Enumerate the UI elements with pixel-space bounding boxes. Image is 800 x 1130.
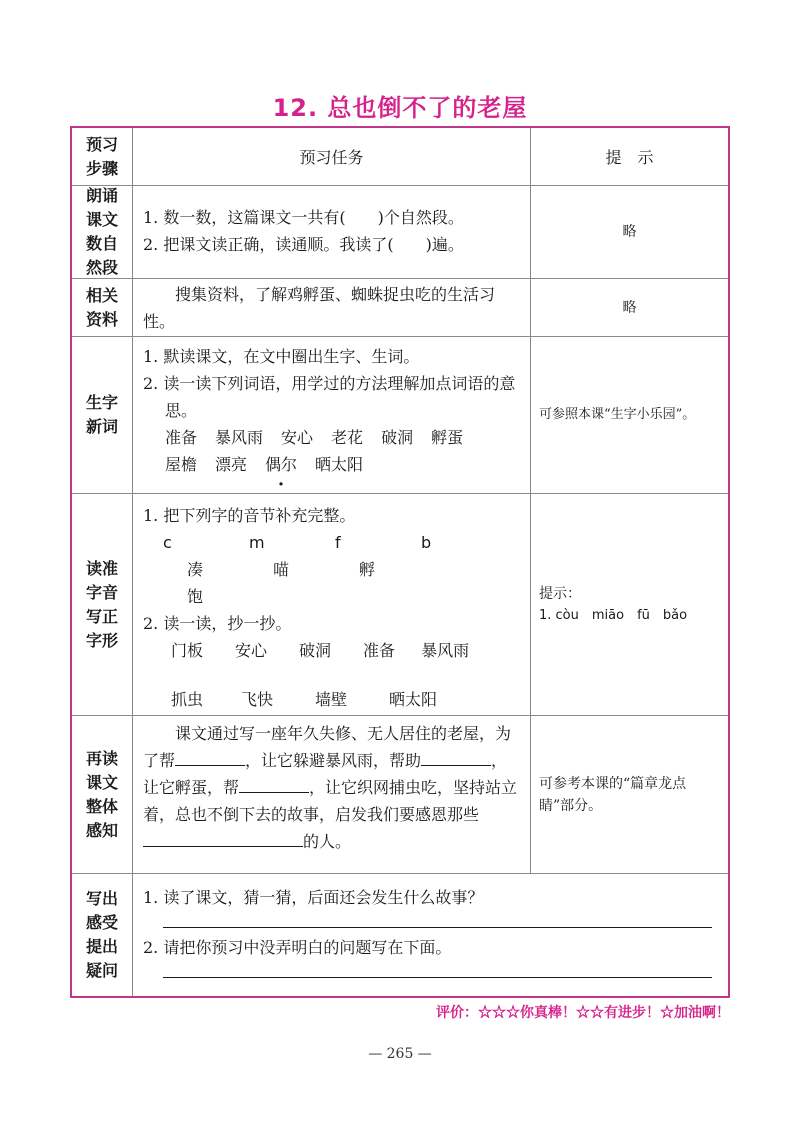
- word: 破洞: [381, 428, 414, 447]
- copy-word: 飞快: [241, 690, 274, 709]
- copy-word: 抓虫: [171, 690, 204, 709]
- reread-text-e: 的人。: [303, 832, 352, 851]
- word: 屋檐: [165, 455, 198, 474]
- task-new-words: [133, 337, 531, 494]
- step-reread: 再读课文整体感知: [72, 716, 133, 874]
- pinyin-initial: f: [335, 533, 341, 552]
- copy-word: 破洞: [299, 641, 332, 660]
- word: 孵蛋: [431, 428, 464, 447]
- task-recite: [133, 186, 531, 279]
- copy-word: 门板: [171, 641, 204, 660]
- pinyin-chars: [143, 556, 522, 610]
- task-pronounce-line1: 1. 把下列字的音节补充完整。: [143, 506, 356, 525]
- step-recite: 朗诵课文数自然段: [72, 186, 133, 279]
- word: 安心: [281, 428, 314, 447]
- header-hint: 提 示: [531, 128, 728, 186]
- copy-word: 晒太阳: [389, 690, 438, 709]
- hint-materials: 略: [531, 279, 728, 337]
- reread-text-b: ，让它躲避暴风雨，帮助: [245, 751, 422, 770]
- task-new-words-line1: 1. 默读课文，在文中圈出生字、生词。: [143, 347, 420, 366]
- task-recite-line1: 1. 数一数，这篇课文一共有( )个自然段。: [143, 208, 464, 227]
- word: 晒太阳: [315, 455, 364, 474]
- task-materials-text: 搜集资料，了解鸡孵蛋、蜘蛛捉虫吃的生活习性。: [143, 285, 496, 331]
- copy-word: 暴风雨: [421, 641, 470, 660]
- step-materials: 相关资料: [72, 279, 133, 337]
- pinyin-initial: m: [249, 533, 265, 552]
- task-pronounce-line2: 2. 读一读，抄一抄。: [143, 614, 292, 633]
- fill-blank[interactable]: [175, 747, 245, 766]
- pinyin-char: 饱: [187, 587, 204, 606]
- hint-new-words: 可参照本课“生字小乐园”。: [531, 337, 728, 494]
- pinyin-char: 凑: [187, 560, 204, 579]
- task-questions-line2: 2. 请把你预习中没弄明白的问题写在下面。: [143, 938, 452, 957]
- hint-pronounce-answer: 1. còu miāo fū bǎo: [539, 607, 688, 623]
- word-list-row1: [143, 424, 522, 451]
- step-pronounce: 读准字音写正字形: [72, 494, 133, 716]
- copy-row2: [143, 686, 522, 713]
- pinyin-initial: c: [163, 533, 172, 552]
- word: 漂亮: [215, 455, 248, 474]
- task-questions: [133, 874, 728, 996]
- pinyin-initials: [143, 529, 522, 556]
- hint-pronounce-label: 提示：: [539, 585, 581, 602]
- answer-line[interactable]: [163, 961, 712, 978]
- pinyin-char: 孵: [359, 560, 376, 579]
- step-new-words: 生字新词: [72, 337, 133, 494]
- copy-word: 安心: [235, 641, 268, 660]
- page-title: 12. 总也倒不了的老屋: [272, 94, 528, 122]
- pinyin-char: 喵: [273, 560, 290, 579]
- pinyin-initial: b: [421, 533, 432, 552]
- copy-word: 准备: [363, 641, 396, 660]
- fill-blank[interactable]: [421, 747, 491, 766]
- copy-row1: [143, 637, 522, 664]
- word: 老花: [331, 428, 364, 447]
- answer-line[interactable]: [163, 911, 712, 928]
- reread-text-c: ，让它孵蛋，帮: [143, 751, 508, 797]
- header-step: 预习步骤: [72, 128, 133, 186]
- header-task: 预习任务: [133, 128, 531, 186]
- word-list-row2: [143, 451, 522, 478]
- fill-blank[interactable]: [143, 828, 303, 847]
- word-emphasized: 偶尔: [265, 455, 298, 474]
- task-new-words-line2: 2. 读一读下列词语，用学过的方法理解加点词语的意思。: [143, 374, 516, 420]
- hint-recite: 略: [531, 186, 728, 279]
- hint-reread: 可参考本课的“篇章龙点睛”部分。: [531, 716, 728, 874]
- step-questions: 写出感受提出疑问: [72, 874, 133, 996]
- task-reread: [133, 716, 531, 874]
- fill-blank[interactable]: [239, 774, 309, 793]
- preview-table: [70, 126, 730, 998]
- task-recite-line2: 2. 把课文读正确，读通顺。我读了( )遍。: [143, 235, 464, 254]
- copy-word: 墙壁: [315, 690, 348, 709]
- hint-pronounce: [531, 494, 728, 716]
- word: 暴风雨: [215, 428, 264, 447]
- page-number: — 265 —: [368, 1046, 432, 1062]
- reread-text-a: 课文通过写一座年久失修、无人居住的老屋，为了帮: [143, 724, 512, 770]
- reread-text-d: ，让它织网捕虫吃，坚持站立着，总也不倒下去的故事，启发我们要感恩那些: [143, 778, 518, 824]
- evaluation-line: 评价：☆☆☆你真棒！☆☆有进步！☆加油啊！: [436, 1005, 730, 1021]
- task-pronounce: [133, 494, 531, 716]
- task-questions-line1: 1. 读了课文，猜一猜，后面还会发生什么故事？: [143, 888, 484, 907]
- task-materials: [133, 279, 531, 337]
- word: 准备: [165, 428, 198, 447]
